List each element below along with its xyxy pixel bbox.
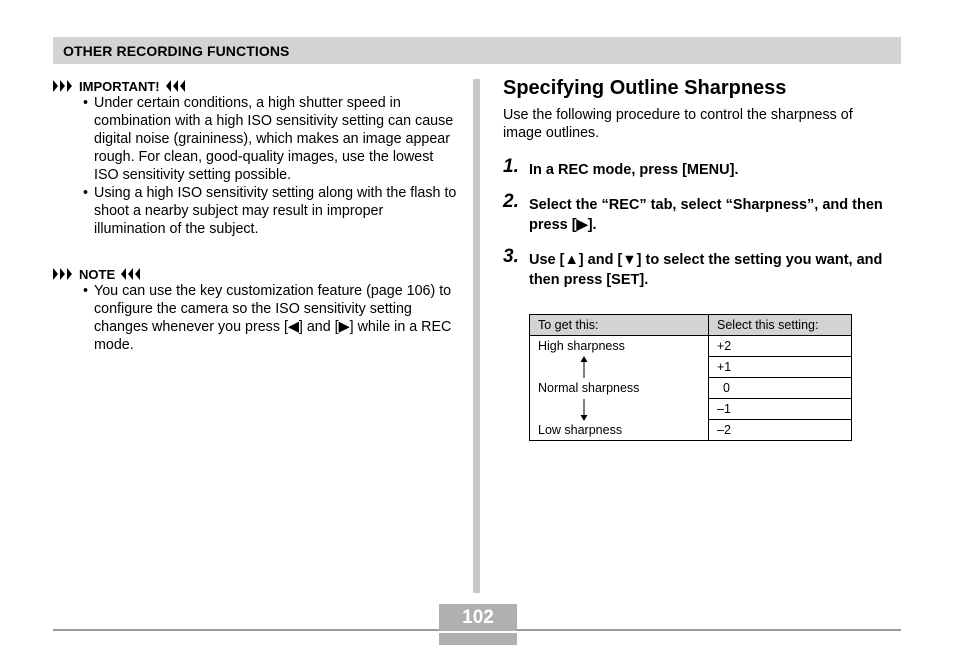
note-heading-label: NOTE bbox=[79, 266, 116, 282]
important-heading-label: IMPORTANT! bbox=[79, 78, 160, 94]
step-number: 1. bbox=[503, 156, 519, 177]
page-number: 102 bbox=[462, 607, 494, 628]
important-right-marks-icon bbox=[166, 80, 186, 92]
label-low: Low sharpness bbox=[538, 423, 623, 437]
setting-cell: +2 bbox=[709, 336, 852, 357]
arrow-up-icon bbox=[580, 356, 588, 378]
note-block bbox=[53, 266, 458, 354]
sharpness-label-cell bbox=[530, 336, 709, 441]
note-left-marks-icon bbox=[53, 268, 73, 280]
note-heading bbox=[53, 266, 458, 282]
setting-cell: 0 bbox=[709, 378, 852, 399]
note-list bbox=[53, 282, 458, 354]
sharpness-table bbox=[529, 314, 852, 441]
step-number: 3. bbox=[503, 246, 519, 267]
list-item: • Under certain conditions, a high shutter speed in combination with a high ISO sensitivity setting can cause digital noise (graininess), which makes an image appear rough. For clean, good-quality images, use the lowest ISO sensitivity setting possible. bbox=[83, 94, 458, 184]
step-number: 2. bbox=[503, 191, 519, 212]
arrow-down-icon bbox=[580, 399, 588, 421]
setting-cell: +1 bbox=[709, 357, 852, 378]
step-text: In a REC mode, press [MENU]. bbox=[529, 162, 739, 178]
step-1 bbox=[503, 156, 903, 180]
step-2 bbox=[503, 191, 903, 235]
table-header-cell: Select this setting: bbox=[709, 315, 852, 336]
step-text: Select the “REC” tab, select “Sharpness”, and then press [▶]. bbox=[529, 197, 883, 233]
important-left-marks-icon bbox=[53, 80, 73, 92]
table-row bbox=[530, 336, 852, 357]
step-3 bbox=[503, 246, 903, 290]
right-column bbox=[503, 76, 903, 305]
important-list bbox=[53, 94, 458, 238]
page-number-box-bottom bbox=[439, 633, 517, 645]
list-item: • You can use the key customization feature (page 106) to configure the camera so the ISO sensitivity setting changes whenever you press [◀] and [▶] while in a REC mode. bbox=[83, 282, 458, 354]
note-right-marks-icon bbox=[121, 268, 141, 280]
intro-text: Use the following procedure to control the sharpness of image outlines. bbox=[503, 107, 853, 141]
table-header-cell: To get this: bbox=[530, 315, 709, 336]
setting-cell: –2 bbox=[709, 420, 852, 441]
page-number-box bbox=[439, 604, 517, 645]
steps-list bbox=[503, 156, 903, 290]
label-normal: Normal sharpness bbox=[538, 381, 640, 395]
step-text: Use [▲] and [▼] to select the setting you want, and then press [SET]. bbox=[529, 252, 883, 288]
important-heading bbox=[53, 78, 458, 94]
table-header-row bbox=[530, 315, 852, 336]
list-item: • Using a high ISO sensitivity setting along with the flash to shoot a nearby subject may result in improper illumination of the subject. bbox=[83, 184, 458, 238]
header-bar bbox=[53, 37, 901, 64]
label-high: High sharpness bbox=[538, 339, 625, 353]
page-title: Specifying Outline Sharpness bbox=[503, 77, 787, 99]
left-column bbox=[53, 78, 458, 354]
setting-cell: –1 bbox=[709, 399, 852, 420]
section-header-title: OTHER RECORDING FUNCTIONS bbox=[63, 43, 290, 59]
column-divider bbox=[473, 79, 480, 593]
